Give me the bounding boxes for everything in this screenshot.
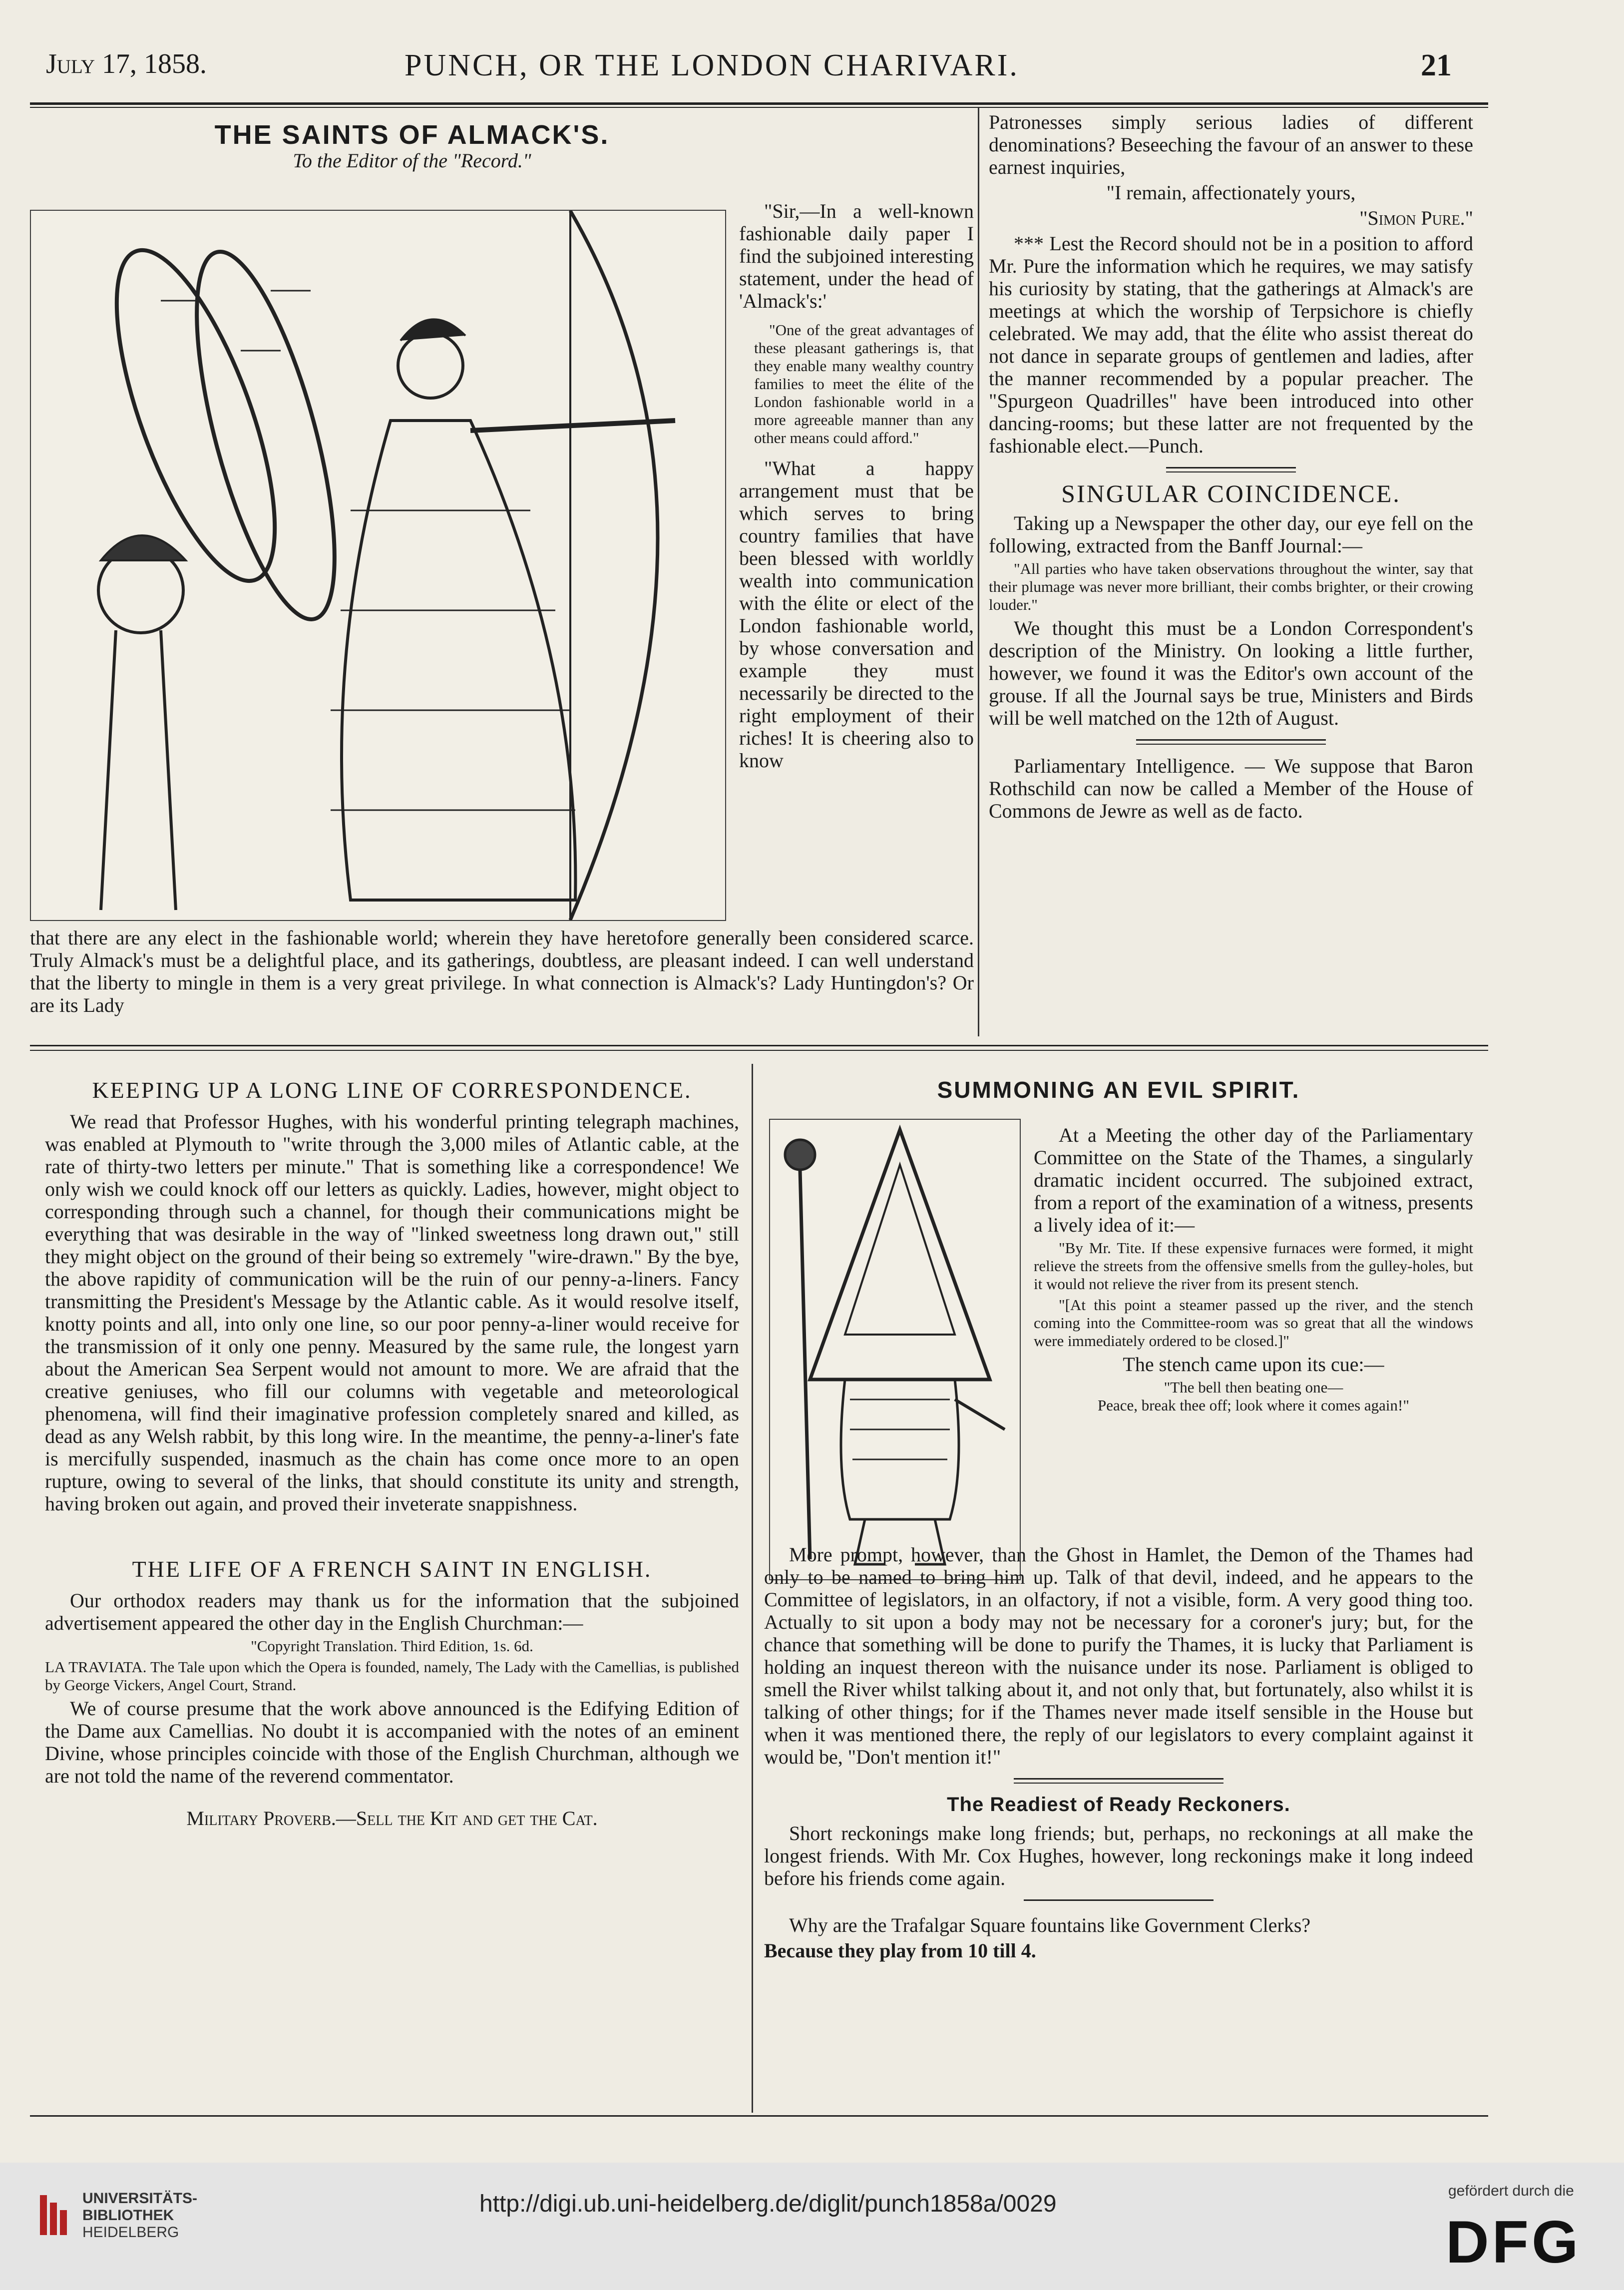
header-rule xyxy=(30,102,1488,105)
coincidence-para-1: Taking up a Newspaper the other day, our eye fell on the following, extracted from the Banff Journal:— xyxy=(989,512,1473,557)
saints-continuation xyxy=(30,926,974,1019)
saints-subtitle: To the Editor of the "Record." xyxy=(293,149,531,172)
evil-spirit-verse-1: "The bell then beating one— xyxy=(1164,1378,1343,1396)
section-rule xyxy=(1166,467,1296,472)
evil-spirit-quote-2: "[At this point a steamer passed up the river, and the stench coming into the Committee-room was so great that all the windows were immediately ordered to be closed.]" xyxy=(1034,1296,1473,1350)
french-saint-title: THE LIFE OF A FRENCH SAINT IN ENGLISH. xyxy=(132,1556,652,1582)
evil-spirit-verse-2: Peace, break thee off; look where it comes again!" xyxy=(1097,1396,1410,1414)
correspondence-title: KEEPING UP A LONG LINE OF CORRESPONDENCE. xyxy=(92,1077,692,1103)
saints-continued: Patronesses simply serious ladies of different denominations? Beseeching the favour of an answer to these earnest inquiries, xyxy=(989,111,1473,178)
coincidence-para-2: We thought this must be a London Correspondent's description of the Ministry. On looking a little further, however, we found it was the Editor's own account of the grouse. If all the Journal says be true, Ministers and Birds will be well matched on the 12th of August. xyxy=(989,617,1473,729)
dfg-logo: DFG xyxy=(1446,2209,1582,2276)
french-saint-quote-1: "Copyright Translation. Third Edition, 1s. 6d. xyxy=(251,1637,533,1655)
evil-spirit-quote-1: "By Mr. Tite. If these expensive furnaces were formed, it might relieve the streets from the offensive smells from the gulley-holes, but it would not relieve the river from its present stench. xyxy=(1034,1239,1473,1293)
french-saint-quote-2: LA TRAVIATA. The Tale upon which the Opera is founded, namely, The Lady with the Camellias, is published by George Vickers, Angel Court, Strand. xyxy=(45,1658,739,1694)
punch-note: *** Lest the Record should not be in a position to afford Mr. Pure the information which he requires, we may satisfy his curiosity by stating, that the gatherings at Almack's are meetings at which the worship of Terpsichore is chiefly celebrated. We may add, that the élite who assist thereat do not dance in separate groups of gentlemen and ladies, after the manner recommended by a popular preacher. The "Spurgeon Quadrilles" have been introduced into other dancing-rooms; but these latter are not frequented by the fashionable elect.—Punch. xyxy=(989,232,1473,457)
dfg-label: gefördert durch die xyxy=(1448,2183,1574,2199)
coincidence-quote: "All parties who have taken observations throughout the winter, say that their plumage was never more brilliant, their combs brighter, or their crowing louder." xyxy=(989,560,1473,613)
issue-date: July 17, 1858. xyxy=(46,48,207,79)
saints-column-right xyxy=(739,200,974,775)
evil-spirit-para-2: The stench came upon its cue:— xyxy=(1123,1353,1384,1375)
saints-para-3: that there are any elect in the fashionable world; wherein they have heretofore generally been considered scarce. Truly Almack's must be a delightful place, and its gatherings, doubtless, are pleasant indeed. I can well understand that the liberty to mingle in them is a very great privilege. In what connection is Almack's? Lady Huntingdon's? Or are its Lady xyxy=(30,926,974,1016)
bottom-rule xyxy=(30,2115,1488,2117)
french-saint-para-1: Our orthodox readers may thank us for the information that the subjoined advertisement appeared the other day in the English Churchman:— xyxy=(45,1589,739,1634)
saints-para-2: "What a happy arrangement must that be which serves to bring country families that have been blessed with worldly wealth into communication with the élite or elect of the London fashionable world, by whose conversation and example they must necessarily be directed to the right employment of their riches! It is cheering also to know xyxy=(739,457,974,772)
pyramid-demon-illustration-icon xyxy=(769,1119,1021,1580)
library-name-line-3: HEIDELBERG xyxy=(82,2224,179,2241)
library-name-line-1: UNIVERSITÄTS- xyxy=(82,2190,198,2207)
section-rule-4 xyxy=(1024,1899,1214,1904)
riddle-question: Why are the Trafalgar Square fountains like Government Clerks? xyxy=(789,1914,1311,1936)
bottom-column-divider xyxy=(752,1064,753,2113)
library-name-line-2: BIBLIOTHEK xyxy=(82,2207,174,2224)
saints-article xyxy=(30,120,974,172)
saints-signoff-2: "Simon Pure." xyxy=(1359,207,1473,229)
reckoners-para: Short reckonings make long friends; but, perhaps, no reckonings at all make the longest friends. With Mr. Cox Hughes, however, long reckonings make it long indeed before his friends come again. xyxy=(764,1822,1473,1889)
saints-quote: "One of the great advantages of these pleasant gatherings is, that they enable many wealthy country families to meet the élite of the London fashionable world in a more agreeable manner than any other means could afford." xyxy=(754,321,974,447)
saints-signoff-1: "I remain, affectionately yours, xyxy=(1106,181,1356,204)
library-logo-icon xyxy=(35,2190,75,2240)
evil-spirit-column-top xyxy=(1034,1124,1473,1417)
riddle-answer: Because they play from 10 till 4. xyxy=(764,1939,1036,1962)
evil-spirit-para-1: At a Meeting the other day of the Parliamentary Committee on the State of the Thames, a singularly dramatic incident occurred. The subjoined extract, from a report of the examination of a witness, presents a lively idea of it:— xyxy=(1034,1124,1473,1236)
french-saint-para-2: We of course presume that the work above announced is the Edifying Edition of the Dame aux Camellias. No doubt it is accompanied with the notes of an eminent Divine, whose principles coincide with those of the English Churchman, although we are not told the name of the reverend commentator. xyxy=(45,1697,739,1787)
reckoners-title: The Readiest of Ready Reckoners. xyxy=(947,1794,1290,1816)
middle-rule xyxy=(30,1045,1488,1046)
saints-title: THE SAINTS OF ALMACK'S. xyxy=(214,120,610,150)
saints-para-1: "Sir,—In a well-known fashionable daily paper I find the subjoined interesting statement, under the head of 'Almack's:' xyxy=(739,200,974,312)
source-url-link[interactable]: http://digi.ub.uni-heidelberg.de/diglit/punch1858a/0029 xyxy=(479,2191,1057,2217)
military-proverb: Military Proverb.—Sell the Kit and get the Cat. xyxy=(186,1807,598,1830)
header-rule-thin xyxy=(30,107,1488,108)
correspondence-para: We read that Professor Hughes, with his wonderful printing telegraph machines, was enabled at Plymouth to "write through the 3,000 miles of Atlantic cable, at the rate of thirty-two letters per minute." That is something like a correspondence! We only wish we could knock off our letters as quickly. Ladies, however, might object to corresponding through such a channel, for though their communications might be everything that was desirable in the way of "linked sweetness long drawn out," still they might object on the ground of their being so extremely "wire-drawn." By the bye, the above rapidity of communication will be the ruin of our penny-a-liners. Fancy transmitting the President's Message by the Atlantic cable. As it would resolve itself, knotty points and all, into only one line, so our poor penny-a-liner would receive for the transmission of it only one penny. Measured by the same rule, the longest yarn about the American Sea Serpent would not amount to more. We are afraid that the creative geniuses, who fill our columns with vegetable and meteorological phenomena, will find their imaginative profession completely snared and killed, as dead as any Welsh rabbit, by this long wire. In the meantime, the penny-a-liner's fate is mercifully suspended, inasmuch as the chain has come once more to an open rupture, owing to several of the links, that should constitute its unity and strength, having broken out again, and proved their inveterate snappishness. xyxy=(45,1110,739,1515)
right-top-column xyxy=(989,111,1473,825)
section-rule-3 xyxy=(1014,1778,1223,1784)
parliament-note: Parliamentary Intelligence. — We suppose that Baron Rothschild can now be called a Member of the House of Commons de Jewre as well as de facto. xyxy=(989,755,1473,822)
top-column-divider xyxy=(978,107,979,1036)
coincidence-title: SINGULAR COINCIDENCE. xyxy=(1061,479,1401,507)
digitization-footer xyxy=(0,2163,1624,2290)
middle-rule-thin xyxy=(30,1050,1488,1051)
bottom-left-column xyxy=(45,1079,739,1832)
evil-spirit-para-3: More prompt, however, than the Ghost in Hamlet, the Demon of the Thames had only to be named to bring him up. Talk of that devil, indeed, and he appears to the Committee of legislators, in an olfactory, if not a visible, form. A very good thing too. Actually to sit upon a body may not be necessary for a coroner's jury; but, for the chance that something will be done to purify the Thames, it is lucky that Parliament is holding an inquest thereon with the nuisance under its nose. Parliament is obliged to smell the River whilst talking about it, and not only that, but fortunately, also whilst it is talking of other things; for if the Thames never made itself sensible in the House but when it was mentioned there, the reply of our legislators to every complaint against it would be, "Don't mention it!" xyxy=(764,1543,1473,1768)
bottom-right-column xyxy=(764,1079,1473,1101)
library-name xyxy=(82,2190,197,2241)
page-number: 21 xyxy=(1421,48,1452,82)
archer-illustration-icon xyxy=(30,210,726,921)
section-rule-2 xyxy=(1136,739,1326,745)
evil-spirit-title: SUMMONING AN EVIL SPIRIT. xyxy=(937,1077,1300,1103)
masthead-title: PUNCH, OR THE LONDON CHARIVARI. xyxy=(405,48,1019,82)
evil-spirit-column-bottom xyxy=(764,1543,1473,1965)
